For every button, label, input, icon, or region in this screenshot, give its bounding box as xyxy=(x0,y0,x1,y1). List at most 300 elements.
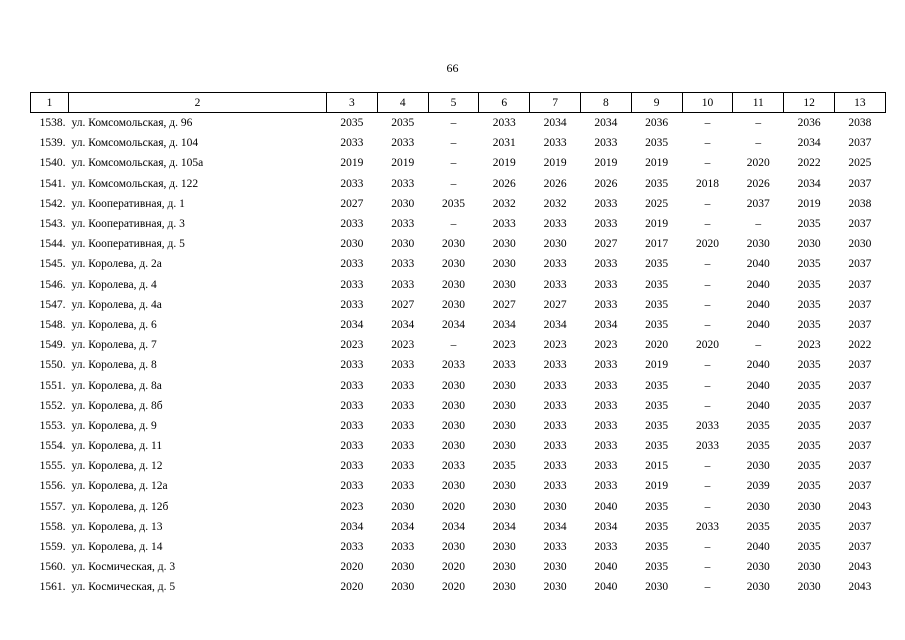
year-cell: 2026 xyxy=(492,177,516,190)
year-cell: 2033 xyxy=(594,379,618,392)
year-cell: 2040 xyxy=(594,581,618,594)
column-header: 8 xyxy=(580,93,631,113)
year-cell: 2030 xyxy=(746,500,770,513)
year-cell: 2030 xyxy=(492,541,516,554)
table-row xyxy=(31,174,886,194)
year-cell: 2033 xyxy=(594,440,618,453)
year-cell: 2035 xyxy=(645,137,669,150)
year-cell: 2033 xyxy=(391,258,415,271)
year-cell: 2035 xyxy=(797,318,821,331)
year-cell: 2038 xyxy=(848,117,872,130)
year-cell: 2034 xyxy=(492,520,516,533)
year-cell: 2027 xyxy=(340,197,364,210)
year-cell: 2033 xyxy=(594,359,618,372)
row-number: 1538. xyxy=(39,117,66,130)
year-cell: 2037 xyxy=(848,318,872,331)
year-cell: 2037 xyxy=(848,298,872,311)
row-number: 1549. xyxy=(39,339,66,352)
address-cell: ул. Космическая, д. 3 xyxy=(71,561,176,574)
year-cell: 2034 xyxy=(340,520,364,533)
year-cell: 2043 xyxy=(848,500,872,513)
year-cell: – xyxy=(704,218,711,231)
year-cell: 2034 xyxy=(441,318,465,331)
year-cell: 2019 xyxy=(797,197,821,210)
column-header: 2 xyxy=(69,93,327,113)
year-cell: 2027 xyxy=(492,298,516,311)
year-cell: 2030 xyxy=(441,399,465,412)
year-cell: 2035 xyxy=(645,419,669,432)
year-cell: 2030 xyxy=(746,460,770,473)
year-cell: 2019 xyxy=(645,157,669,170)
year-cell: 2030 xyxy=(746,581,770,594)
year-cell: 2023 xyxy=(340,500,364,513)
year-cell: 2037 xyxy=(848,177,872,190)
table-row xyxy=(31,254,886,274)
year-cell: 2035 xyxy=(746,419,770,432)
year-cell: 2033 xyxy=(340,278,364,291)
year-cell: 2030 xyxy=(492,419,516,432)
row-number: 1551. xyxy=(39,379,66,392)
year-cell: 2020 xyxy=(340,581,364,594)
year-cell: 2034 xyxy=(441,520,465,533)
year-cell: 2034 xyxy=(543,520,567,533)
year-cell: 2030 xyxy=(492,238,516,251)
year-cell: – xyxy=(704,318,711,331)
year-cell: 2035 xyxy=(797,278,821,291)
table-row xyxy=(31,275,886,295)
year-cell: 2037 xyxy=(848,359,872,372)
table-row xyxy=(31,194,886,214)
year-cell: – xyxy=(704,117,711,130)
year-cell: 2037 xyxy=(848,379,872,392)
year-cell: 2033 xyxy=(391,137,415,150)
year-cell: 2033 xyxy=(594,218,618,231)
year-cell: 2033 xyxy=(543,258,567,271)
address-cell: ул. Королева, д. 13 xyxy=(71,520,163,533)
year-cell: 2030 xyxy=(797,500,821,513)
year-cell: 2030 xyxy=(441,480,465,493)
year-cell: 2020 xyxy=(746,157,770,170)
year-cell: 2038 xyxy=(848,197,872,210)
year-cell: 2030 xyxy=(797,561,821,574)
page-number: 66 xyxy=(446,61,459,75)
year-cell: 2030 xyxy=(391,238,415,251)
year-cell: – xyxy=(450,157,457,170)
year-cell: 2037 xyxy=(848,460,872,473)
table-body xyxy=(31,113,886,598)
year-cell: 2030 xyxy=(441,278,465,291)
year-cell: 2019 xyxy=(543,157,567,170)
year-cell: 2035 xyxy=(645,541,669,554)
row-number: 1550. xyxy=(39,359,66,372)
year-cell: 2030 xyxy=(391,500,415,513)
table-row xyxy=(31,456,886,476)
row-number: 1559. xyxy=(39,541,66,554)
row-number: 1544. xyxy=(39,238,66,251)
row-number: 1545. xyxy=(39,258,66,271)
table-row xyxy=(31,295,886,315)
year-cell: 2040 xyxy=(746,399,770,412)
year-cell: 2040 xyxy=(746,379,770,392)
row-number: 1542. xyxy=(39,197,66,210)
year-cell: – xyxy=(704,298,711,311)
row-number: 1557. xyxy=(39,500,66,513)
year-cell: – xyxy=(704,137,711,150)
year-cell: 2035 xyxy=(797,399,821,412)
year-cell: 2035 xyxy=(645,177,669,190)
year-cell: 2033 xyxy=(340,460,364,473)
address-cell: ул. Королева, д. 4 xyxy=(71,278,157,291)
year-cell: 2033 xyxy=(391,480,415,493)
year-cell: 2034 xyxy=(543,318,567,331)
address-cell: ул. Кооперативная, д. 1 xyxy=(71,197,185,210)
year-cell: 2020 xyxy=(441,581,465,594)
year-cell: 2030 xyxy=(492,440,516,453)
year-cell: 2030 xyxy=(848,238,872,251)
year-cell: – xyxy=(704,379,711,392)
year-cell: 2033 xyxy=(441,460,465,473)
year-cell: 2035 xyxy=(797,541,821,554)
table-row xyxy=(31,517,886,537)
year-cell: 2020 xyxy=(441,561,465,574)
year-cell: 2037 xyxy=(848,218,872,231)
column-header: 4 xyxy=(377,93,428,113)
year-cell: 2037 xyxy=(848,520,872,533)
year-cell: 2033 xyxy=(340,298,364,311)
year-cell: 2026 xyxy=(594,177,618,190)
year-cell: 2033 xyxy=(695,440,719,453)
year-cell: 2033 xyxy=(543,379,567,392)
year-cell: 2033 xyxy=(340,399,364,412)
year-cell: 2033 xyxy=(543,460,567,473)
table-row xyxy=(31,396,886,416)
table-row xyxy=(31,315,886,335)
year-cell: 2033 xyxy=(340,541,364,554)
header-row xyxy=(31,93,886,113)
year-cell: 2033 xyxy=(340,359,364,372)
column-header: 1 xyxy=(31,93,69,113)
row-number: 1539. xyxy=(39,137,66,150)
address-cell: ул. Королева, д. 8 xyxy=(71,359,157,372)
year-cell: 2030 xyxy=(391,561,415,574)
year-cell: 2030 xyxy=(441,440,465,453)
year-cell: – xyxy=(450,137,457,150)
year-cell: – xyxy=(704,541,711,554)
year-cell: 2034 xyxy=(594,117,618,130)
year-cell: 2037 xyxy=(848,399,872,412)
year-cell: 2030 xyxy=(746,238,770,251)
address-cell: ул. Космическая, д. 5 xyxy=(71,581,176,594)
table-row xyxy=(31,476,886,496)
address-cell: ул. Комсомольская, д. 96 xyxy=(71,117,193,130)
year-cell: 2020 xyxy=(645,339,669,352)
year-cell: 2019 xyxy=(340,157,364,170)
year-cell: 2033 xyxy=(340,419,364,432)
year-cell: 2019 xyxy=(645,480,669,493)
table-row xyxy=(31,557,886,577)
year-cell: 2019 xyxy=(594,157,618,170)
year-cell: 2035 xyxy=(645,258,669,271)
year-cell: 2030 xyxy=(492,379,516,392)
year-cell: 2023 xyxy=(543,339,567,352)
year-cell: 2020 xyxy=(695,339,719,352)
column-header: 7 xyxy=(530,93,581,113)
year-cell: 2033 xyxy=(340,137,364,150)
year-cell: 2034 xyxy=(543,117,567,130)
address-cell: ул. Королева, д. 2а xyxy=(71,258,162,271)
year-cell: 2030 xyxy=(441,541,465,554)
year-cell: 2033 xyxy=(391,460,415,473)
year-cell: 2033 xyxy=(441,359,465,372)
row-number: 1548. xyxy=(39,318,66,331)
address-cell: ул. Королева, д. 8б xyxy=(71,399,163,412)
year-cell: – xyxy=(755,218,762,231)
column-header: 3 xyxy=(327,93,378,113)
year-cell: – xyxy=(704,480,711,493)
year-cell: 2033 xyxy=(340,177,364,190)
year-cell: – xyxy=(450,339,457,352)
year-cell: 2033 xyxy=(492,117,516,130)
year-cell: – xyxy=(755,339,762,352)
year-cell: 2033 xyxy=(543,480,567,493)
year-cell: 2030 xyxy=(441,238,465,251)
table-row xyxy=(31,577,886,597)
year-cell: – xyxy=(755,117,762,130)
year-cell: 2035 xyxy=(645,520,669,533)
year-cell: 2033 xyxy=(594,197,618,210)
table-row xyxy=(31,436,886,456)
year-cell: 2030 xyxy=(746,561,770,574)
table-row xyxy=(31,113,886,134)
year-cell: 2037 xyxy=(848,541,872,554)
year-cell: 2033 xyxy=(543,137,567,150)
address-cell: ул. Королева, д. 11 xyxy=(71,440,163,453)
year-cell: 2030 xyxy=(441,258,465,271)
year-cell: 2033 xyxy=(543,399,567,412)
year-cell: 2035 xyxy=(645,500,669,513)
year-cell: – xyxy=(755,137,762,150)
address-cell: ул. Королева, д. 12б xyxy=(71,500,169,513)
year-cell: 2033 xyxy=(594,480,618,493)
year-cell: 2033 xyxy=(391,218,415,231)
year-cell: 2035 xyxy=(746,440,770,453)
year-cell: 2035 xyxy=(797,520,821,533)
year-cell: 2033 xyxy=(543,440,567,453)
table-row xyxy=(31,416,886,436)
year-cell: 2033 xyxy=(695,520,719,533)
year-cell: 2035 xyxy=(492,460,516,473)
year-cell: 2040 xyxy=(746,258,770,271)
address-cell: ул. Королева, д. 6 xyxy=(71,318,157,331)
year-cell: 2023 xyxy=(594,339,618,352)
year-cell: 2030 xyxy=(492,561,516,574)
year-cell: 2031 xyxy=(492,137,516,150)
year-cell: 2034 xyxy=(797,177,821,190)
year-cell: – xyxy=(704,460,711,473)
year-cell: 2035 xyxy=(797,480,821,493)
table-row xyxy=(31,214,886,234)
year-cell: 2030 xyxy=(492,258,516,271)
year-cell: 2027 xyxy=(391,298,415,311)
year-cell: 2030 xyxy=(492,480,516,493)
year-cell: 2040 xyxy=(594,500,618,513)
year-cell: 2033 xyxy=(543,359,567,372)
data-table xyxy=(30,92,886,598)
year-cell: 2037 xyxy=(848,137,872,150)
year-cell: 2026 xyxy=(543,177,567,190)
year-cell: 2023 xyxy=(797,339,821,352)
column-header: 13 xyxy=(834,93,885,113)
year-cell: 2030 xyxy=(340,238,364,251)
address-cell: ул. Королева, д. 9 xyxy=(71,419,157,432)
year-cell: 2018 xyxy=(695,177,719,190)
year-cell: 2030 xyxy=(441,379,465,392)
year-cell: 2035 xyxy=(797,218,821,231)
year-cell: 2036 xyxy=(797,117,821,130)
year-cell: 2022 xyxy=(848,339,872,352)
row-number: 1552. xyxy=(39,399,66,412)
year-cell: 2037 xyxy=(848,258,872,271)
year-cell: 2025 xyxy=(645,197,669,210)
address-cell: ул. Комсомольская, д. 104 xyxy=(71,137,199,150)
year-cell: 2035 xyxy=(645,278,669,291)
year-cell: 2030 xyxy=(391,581,415,594)
year-cell: – xyxy=(704,197,711,210)
year-cell: 2033 xyxy=(594,137,618,150)
year-cell: – xyxy=(704,359,711,372)
year-cell: 2033 xyxy=(340,480,364,493)
address-cell: ул. Королева, д. 12а xyxy=(71,480,168,493)
year-cell: 2034 xyxy=(594,520,618,533)
year-cell: 2033 xyxy=(340,379,364,392)
year-cell: – xyxy=(704,399,711,412)
year-cell: 2033 xyxy=(594,399,618,412)
column-header: 12 xyxy=(784,93,835,113)
year-cell: 2030 xyxy=(543,500,567,513)
row-number: 1555. xyxy=(39,460,66,473)
column-header: 5 xyxy=(428,93,479,113)
year-cell: 2033 xyxy=(391,419,415,432)
table-row xyxy=(31,375,886,395)
row-number: 1561. xyxy=(39,581,66,594)
address-cell: ул. Комсомольская, д. 105а xyxy=(71,157,204,170)
year-cell: 2037 xyxy=(746,197,770,210)
year-cell: – xyxy=(450,218,457,231)
year-cell: 2033 xyxy=(543,218,567,231)
year-cell: 2035 xyxy=(645,561,669,574)
year-cell: 2026 xyxy=(746,177,770,190)
year-cell: – xyxy=(704,561,711,574)
year-cell: 2033 xyxy=(391,440,415,453)
year-cell: 2015 xyxy=(645,460,669,473)
year-cell: 2035 xyxy=(340,117,364,130)
year-cell: 2033 xyxy=(340,218,364,231)
year-cell: 2033 xyxy=(391,278,415,291)
row-number: 1556. xyxy=(39,480,66,493)
year-cell: 2030 xyxy=(543,238,567,251)
year-cell: 2030 xyxy=(797,238,821,251)
year-cell: 2039 xyxy=(746,480,770,493)
year-cell: 2034 xyxy=(797,137,821,150)
year-cell: 2020 xyxy=(695,238,719,251)
column-header: 9 xyxy=(631,93,682,113)
row-number: 1541. xyxy=(39,177,66,190)
year-cell: 2030 xyxy=(797,581,821,594)
row-number: 1560. xyxy=(39,561,66,574)
year-cell: 2033 xyxy=(594,460,618,473)
year-cell: 2035 xyxy=(645,399,669,412)
year-cell: 2034 xyxy=(391,318,415,331)
year-cell: 2033 xyxy=(492,218,516,231)
year-cell: 2017 xyxy=(645,238,669,251)
year-cell: 2034 xyxy=(391,520,415,533)
year-cell: 2030 xyxy=(391,197,415,210)
year-cell: 2019 xyxy=(391,157,415,170)
year-cell: 2019 xyxy=(645,218,669,231)
year-cell: 2030 xyxy=(441,298,465,311)
year-cell: 2033 xyxy=(594,258,618,271)
year-cell: 2036 xyxy=(645,117,669,130)
address-cell: ул. Королева, д. 12 xyxy=(71,460,163,473)
table-row xyxy=(31,133,886,153)
year-cell: 2033 xyxy=(391,379,415,392)
table-row xyxy=(31,153,886,173)
year-cell: 2043 xyxy=(848,581,872,594)
year-cell: 2033 xyxy=(543,419,567,432)
year-cell: 2040 xyxy=(594,561,618,574)
row-number: 1558. xyxy=(39,520,66,533)
year-cell: 2033 xyxy=(492,359,516,372)
row-number: 1543. xyxy=(39,218,66,231)
year-cell: – xyxy=(704,258,711,271)
row-number: 1554. xyxy=(39,440,66,453)
year-cell: 2023 xyxy=(492,339,516,352)
year-cell: 2019 xyxy=(492,157,516,170)
year-cell: 2033 xyxy=(594,419,618,432)
year-cell: 2033 xyxy=(695,419,719,432)
year-cell: – xyxy=(704,278,711,291)
year-cell: 2020 xyxy=(340,561,364,574)
year-cell: 2043 xyxy=(848,561,872,574)
year-cell: 2037 xyxy=(848,419,872,432)
row-number: 1547. xyxy=(39,298,66,311)
year-cell: 2035 xyxy=(746,520,770,533)
year-cell: 2037 xyxy=(848,278,872,291)
year-cell: 2040 xyxy=(746,298,770,311)
year-cell: 2023 xyxy=(391,339,415,352)
column-header: 6 xyxy=(479,93,530,113)
year-cell: 2035 xyxy=(797,419,821,432)
year-cell: 2023 xyxy=(340,339,364,352)
year-cell: 2032 xyxy=(543,197,567,210)
year-cell: 2030 xyxy=(492,581,516,594)
year-cell: 2032 xyxy=(492,197,516,210)
year-cell: 2040 xyxy=(746,359,770,372)
year-cell: 2040 xyxy=(746,278,770,291)
year-cell: 2035 xyxy=(797,298,821,311)
year-cell: 2035 xyxy=(391,117,415,130)
year-cell: 2035 xyxy=(645,379,669,392)
year-cell: 2033 xyxy=(391,359,415,372)
address-cell: ул. Королева, д. 4а xyxy=(71,298,162,311)
year-cell: 2033 xyxy=(391,399,415,412)
row-number: 1540. xyxy=(39,157,66,170)
year-cell: 2030 xyxy=(441,419,465,432)
year-cell: 2034 xyxy=(340,318,364,331)
address-cell: ул. Королева, д. 14 xyxy=(71,541,163,554)
year-cell: 2030 xyxy=(543,561,567,574)
column-header: 10 xyxy=(682,93,733,113)
